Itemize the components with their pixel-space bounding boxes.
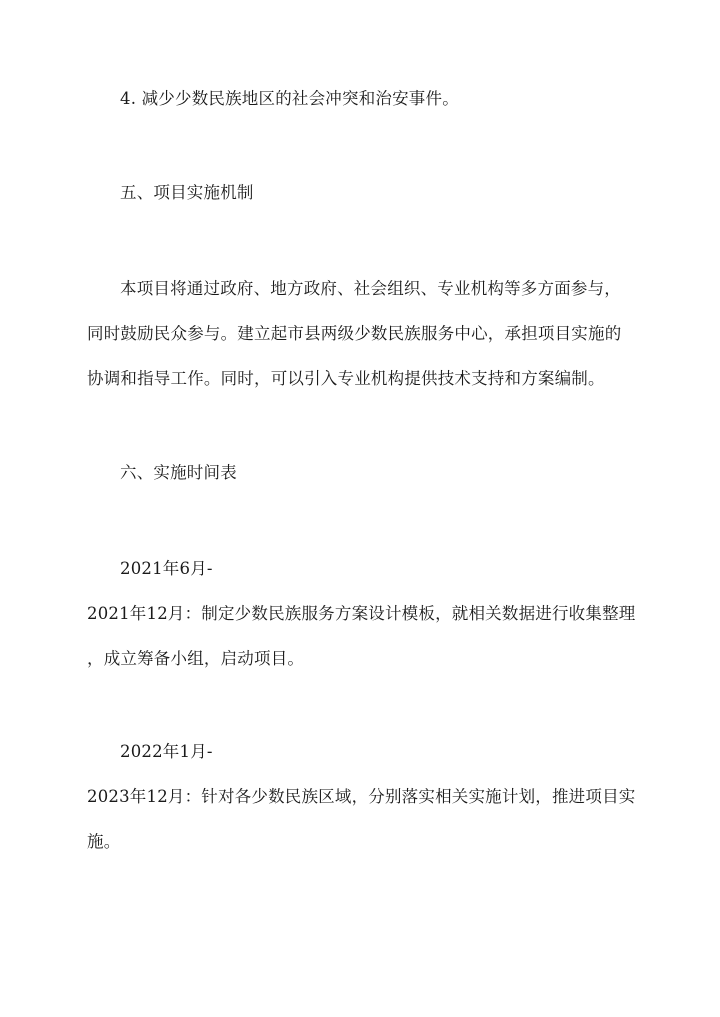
paragraph-line: 本项目将通过政府、地方政府、社会组织、专业机构等多方面参与， — [120, 279, 621, 298]
section-heading-implementation-mechanism: 五、项目实施机制 — [120, 183, 254, 202]
timeline-start-date: 2022年1月- — [120, 742, 213, 761]
section-heading-timeline: 六、实施时间表 — [120, 463, 237, 482]
timeline-line: 2021年12月：制定少数民族服务方案设计模板，就相关数据进行收集整理 — [87, 604, 636, 623]
list-item-4: 4. 减少少数民族地区的社会冲突和治安事件。 — [120, 89, 459, 108]
timeline-line: ，成立筹备小组，启动项目。 — [87, 649, 305, 668]
paragraph-line: 协调和指导工作。同时，可以引入专业机构提供技术支持和方案编制。 — [87, 369, 605, 388]
timeline-line: 施。 — [87, 832, 121, 851]
timeline-line: 2023年12月：针对各少数民族区域，分别落实相关实施计划，推进项目实 — [87, 787, 636, 806]
timeline-start-date: 2021年6月- — [120, 559, 213, 578]
paragraph-line: 同时鼓励民众参与。建立起市县两级少数民族服务中心，承担项目实施的 — [87, 324, 622, 343]
